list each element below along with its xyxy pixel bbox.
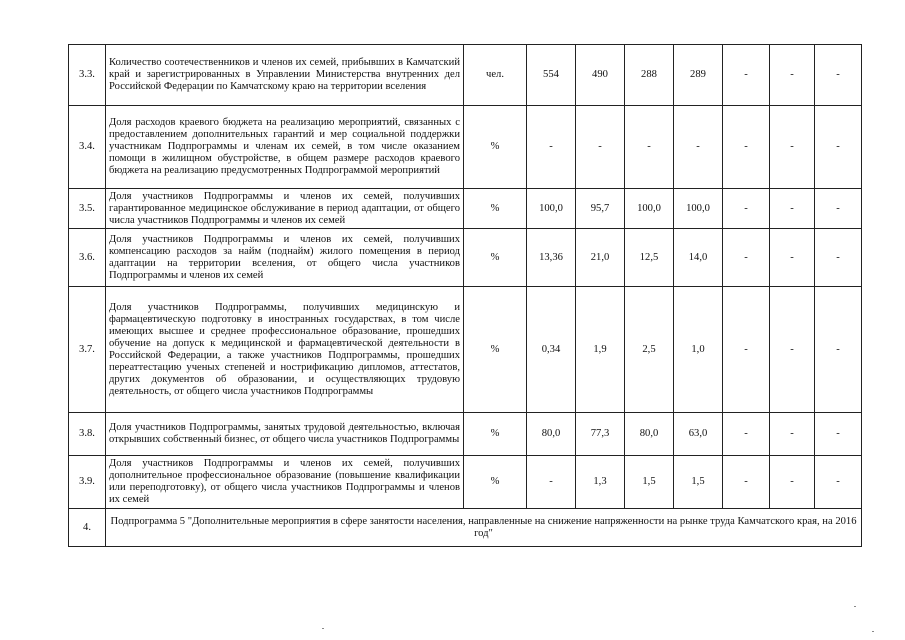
- unit-cell: %: [464, 106, 527, 189]
- row-number: 3.6.: [69, 229, 106, 287]
- value-cell: -: [770, 287, 815, 413]
- subprogram-title: Подпрограмма 5 "Дополнительные мероприятия в сфере занятости населения, направленные на снижение напряженности на рынке труда Камчатского края, на 2016 год": [106, 509, 862, 547]
- indicators-table: [68, 44, 862, 547]
- table-row: [69, 45, 862, 106]
- value-cell: 21,0: [576, 229, 625, 287]
- table-body: [69, 45, 862, 509]
- unit-cell: %: [464, 189, 527, 229]
- row-number: 3.4.: [69, 106, 106, 189]
- table-row: [69, 456, 862, 509]
- value-cell: -: [815, 456, 862, 509]
- value-cell: 80,0: [625, 413, 674, 456]
- value-cell: 100,0: [527, 189, 576, 229]
- value-cell: -: [770, 106, 815, 189]
- value-cell: 63,0: [674, 413, 723, 456]
- value-cell: 12,5: [625, 229, 674, 287]
- value-cell: -: [815, 106, 862, 189]
- row-number: 3.7.: [69, 287, 106, 413]
- unit-cell: %: [464, 287, 527, 413]
- table-row: [69, 229, 862, 287]
- indicator-description: Доля участников Подпрограммы и членов их семей, получивших компенсацию расходов за найм (поднайм) жилого помещения в период адаптации на территории вселения, от общего числа участников Подпрограммы и членов их семей: [106, 229, 464, 287]
- unit-cell: %: [464, 413, 527, 456]
- indicator-description: Доля участников Подпрограммы и членов их семей, получивших дополнительное профессиональное образование (повышение квалификации или переподготовку), от общего числа участников Подпрограммы и членов их семей: [106, 456, 464, 509]
- value-cell: -: [815, 189, 862, 229]
- value-cell: 100,0: [625, 189, 674, 229]
- row-number: 3.3.: [69, 45, 106, 106]
- value-cell: -: [625, 106, 674, 189]
- value-cell: -: [527, 456, 576, 509]
- value-cell: -: [770, 189, 815, 229]
- value-cell: 1,0: [674, 287, 723, 413]
- value-cell: -: [770, 229, 815, 287]
- table-row: [69, 287, 862, 413]
- indicator-description: Количество соотечественников и членов их семей, прибывших в Камчатский край и зарегистрированных в Управлении Министерства внутренних дел Российской Федерации по Камчатскому краю на территории вселения: [106, 45, 464, 106]
- value-cell: -: [770, 45, 815, 106]
- value-cell: 0,34: [527, 287, 576, 413]
- scan-speck: [854, 606, 856, 607]
- indicator-description: Доля участников Подпрограммы и членов их семей, получивших гарантированное медицинское обслуживание в период адаптации, от общего числа участников Подпрограммы и членов их семей: [106, 189, 464, 229]
- scan-speck: [872, 631, 874, 632]
- value-cell: 1,5: [674, 456, 723, 509]
- value-cell: 13,36: [527, 229, 576, 287]
- value-cell: -: [576, 106, 625, 189]
- table-row: [69, 106, 862, 189]
- value-cell: -: [723, 413, 770, 456]
- value-cell: -: [723, 45, 770, 106]
- value-cell: 1,3: [576, 456, 625, 509]
- indicator-description: Доля участников Подпрограммы, получивших медицинскую и фармацевтическую подготовку в иностранных государствах, в том числе имеющих высшее и среднее профессиональное образование, прошедших обучение на допуск к медицинской и фармацевтической деятельности в Российской Федерации, а также участников Подпрограммы, прошедших переаттестацию ученых степеней и нострификацию дипломов, аттестатов, других документов об образовании, и осуществляющих трудовую деятельность, от общего числа участников Подпрограммы: [106, 287, 464, 413]
- value-cell: -: [815, 229, 862, 287]
- value-cell: 289: [674, 45, 723, 106]
- row-number: 3.9.: [69, 456, 106, 509]
- value-cell: -: [723, 287, 770, 413]
- value-cell: 1,9: [576, 287, 625, 413]
- value-cell: -: [723, 229, 770, 287]
- value-cell: 1,5: [625, 456, 674, 509]
- value-cell: -: [723, 189, 770, 229]
- value-cell: -: [815, 413, 862, 456]
- value-cell: -: [815, 287, 862, 413]
- value-cell: 2,5: [625, 287, 674, 413]
- value-cell: 100,0: [674, 189, 723, 229]
- unit-cell: %: [464, 456, 527, 509]
- row-number: 4.: [69, 509, 106, 547]
- subprogram-row: [69, 509, 862, 547]
- indicator-description: Доля участников Подпрограммы, занятых трудовой деятельностью, включая открывших собственный бизнес, от общего числа участников Подпрограммы: [106, 413, 464, 456]
- value-cell: 14,0: [674, 229, 723, 287]
- value-cell: -: [527, 106, 576, 189]
- value-cell: -: [723, 106, 770, 189]
- value-cell: 554: [527, 45, 576, 106]
- unit-cell: чел.: [464, 45, 527, 106]
- value-cell: -: [770, 413, 815, 456]
- table-row: [69, 413, 862, 456]
- value-cell: 80,0: [527, 413, 576, 456]
- value-cell: -: [723, 456, 770, 509]
- value-cell: 288: [625, 45, 674, 106]
- value-cell: 77,3: [576, 413, 625, 456]
- value-cell: -: [770, 456, 815, 509]
- row-number: 3.5.: [69, 189, 106, 229]
- value-cell: 95,7: [576, 189, 625, 229]
- scan-speck: [322, 628, 324, 629]
- indicator-description: Доля расходов краевого бюджета на реализацию мероприятий, связанных с предоставлением дополнительных гарантий и мер социальной поддержки участникам Подпрограммы и членам их семей, в том числе оказанием помощи в жилищном обустройстве, в общем размере расходов краевого бюджета на реализацию предусмотренных Подпрограммой мероприятий: [106, 106, 464, 189]
- value-cell: 490: [576, 45, 625, 106]
- table-row: [69, 189, 862, 229]
- value-cell: -: [674, 106, 723, 189]
- row-number: 3.8.: [69, 413, 106, 456]
- value-cell: -: [815, 45, 862, 106]
- unit-cell: %: [464, 229, 527, 287]
